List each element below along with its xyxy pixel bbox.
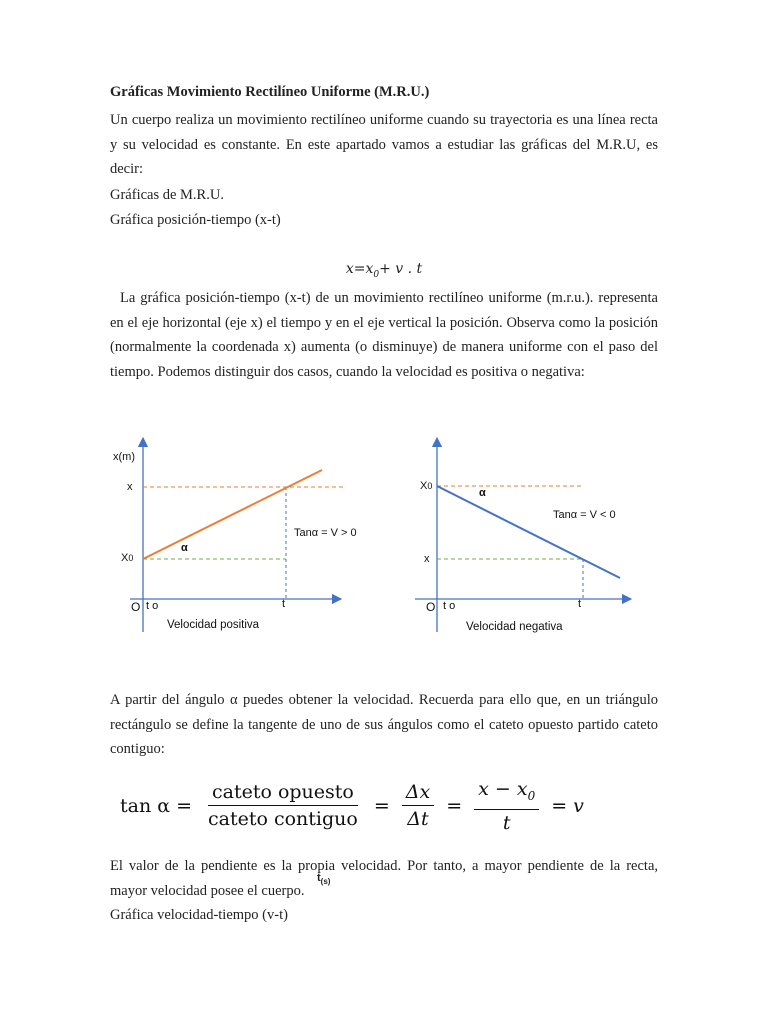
frac-cateto-opuesto: cateto opuesto — [208, 781, 358, 806]
x0-tick-sub: 0 — [128, 553, 134, 563]
equation-position — [0, 261, 768, 280]
subheading-graficas-mru: Gráficas de M.R.U. — [110, 187, 224, 203]
fraction-catetos — [204, 781, 362, 830]
frac-delta-x: Δx — [402, 781, 434, 806]
eq-x: x — [345, 261, 354, 277]
frac-x-minus-x0 — [474, 778, 539, 810]
frac-x0-sub: 0 — [527, 788, 536, 803]
y-axis-label: x(m) — [113, 451, 135, 463]
subheading-posicion-tiempo: Gráfica posición-tiempo (x-t) — [110, 212, 281, 228]
t-label: t — [578, 598, 582, 610]
x-tick-label: x — [127, 481, 133, 493]
alpha-label: α — [479, 487, 486, 499]
t-label: t — [282, 598, 286, 610]
eq-rest: + v . t — [379, 261, 423, 277]
t0-label: t o — [146, 600, 159, 612]
tan-label: Tanα = V > 0 — [294, 527, 357, 539]
x0-tick-text: X — [420, 480, 428, 492]
frac-t: t — [502, 811, 511, 834]
x0-tick-sub: 0 — [427, 481, 433, 491]
graph-negative-svg — [405, 432, 640, 642]
x-tick-label: x — [424, 553, 430, 565]
position-line-negative — [437, 486, 620, 578]
x0-tick-label — [420, 480, 432, 492]
graph-negative-velocity — [405, 432, 640, 642]
formula-equals-4: = — [551, 794, 568, 817]
frac-x-minus-x-text: x − x — [478, 778, 528, 800]
formula-equals-2: = — [373, 794, 390, 817]
paragraph-angle: A partir del ángulo α puedes obtener la velocidad. Recuerda para ello que, en un triángulo rectángulo se define la tangente de uno de sus ángulos como el cateto opuesto partido cateto contiguo: — [110, 692, 658, 757]
formula-equals-1: = — [176, 794, 192, 817]
page-title: Gráficas Movimiento Rectilíneo Uniforme (M.R.U.) — [110, 84, 430, 100]
caption-positive: Velocidad positiva — [167, 619, 260, 631]
formula-equals-3: = — [446, 794, 463, 817]
eq-equals: = — [353, 261, 366, 277]
frac-delta-t: Δt — [407, 808, 429, 831]
paragraph-position-time: La gráfica posición-tiempo (x-t) de un movimiento rectilíneo uniforme (m.r.u.). representa en el eje horizontal (eje x) el tiempo y en el eje vertical la posición. Observa como la posición (normalmente la coordenada x) aumenta (o disminuye) de manera uniforme con el paso del tiempo. Podemos distinguir dos casos, cuando la velocidad es positiva o negativa: — [110, 290, 658, 380]
fraction-x-minus-x0 — [474, 778, 539, 834]
frac-cateto-contiguo: cateto contiguo — [208, 808, 358, 831]
eq-x0: x — [365, 261, 374, 277]
x0-tick-text: X — [121, 552, 129, 564]
stray-t: t — [317, 872, 321, 884]
origin-label: O — [426, 600, 436, 614]
tangent-formula — [120, 778, 584, 834]
position-line-positive — [143, 470, 322, 559]
eq-x0-sub: 0 — [373, 269, 380, 280]
tan-label: Tanα = V < 0 — [553, 509, 616, 521]
formula-rhs: v — [573, 794, 584, 817]
t0-label: t o — [443, 600, 456, 612]
stray-s: (s) — [320, 877, 331, 887]
fraction-delta — [402, 781, 434, 830]
alpha-label: α — [181, 542, 188, 554]
paragraph-slope: El valor de la pendiente es la propia velocidad. Por tanto, a mayor pendiente de la recta, mayor velocidad posee el cuerpo. — [110, 858, 658, 899]
formula-lhs: tan α — [120, 794, 171, 817]
caption-negative: Velocidad negativa — [466, 621, 563, 633]
stray-axis-label — [317, 872, 330, 886]
origin-label: O — [131, 600, 141, 614]
graph-positive-velocity — [105, 432, 357, 642]
x0-tick-label — [121, 552, 133, 564]
subheading-velocidad-tiempo: Gráfica velocidad-tiempo (v-t) — [110, 907, 288, 923]
intro-paragraph: Un cuerpo realiza un movimiento rectilíneo uniforme cuando su trayectoria es una línea recta y su velocidad es constante. En este apartado vamos a estudiar las gráficas del M.R.U, es decir: — [110, 112, 658, 177]
